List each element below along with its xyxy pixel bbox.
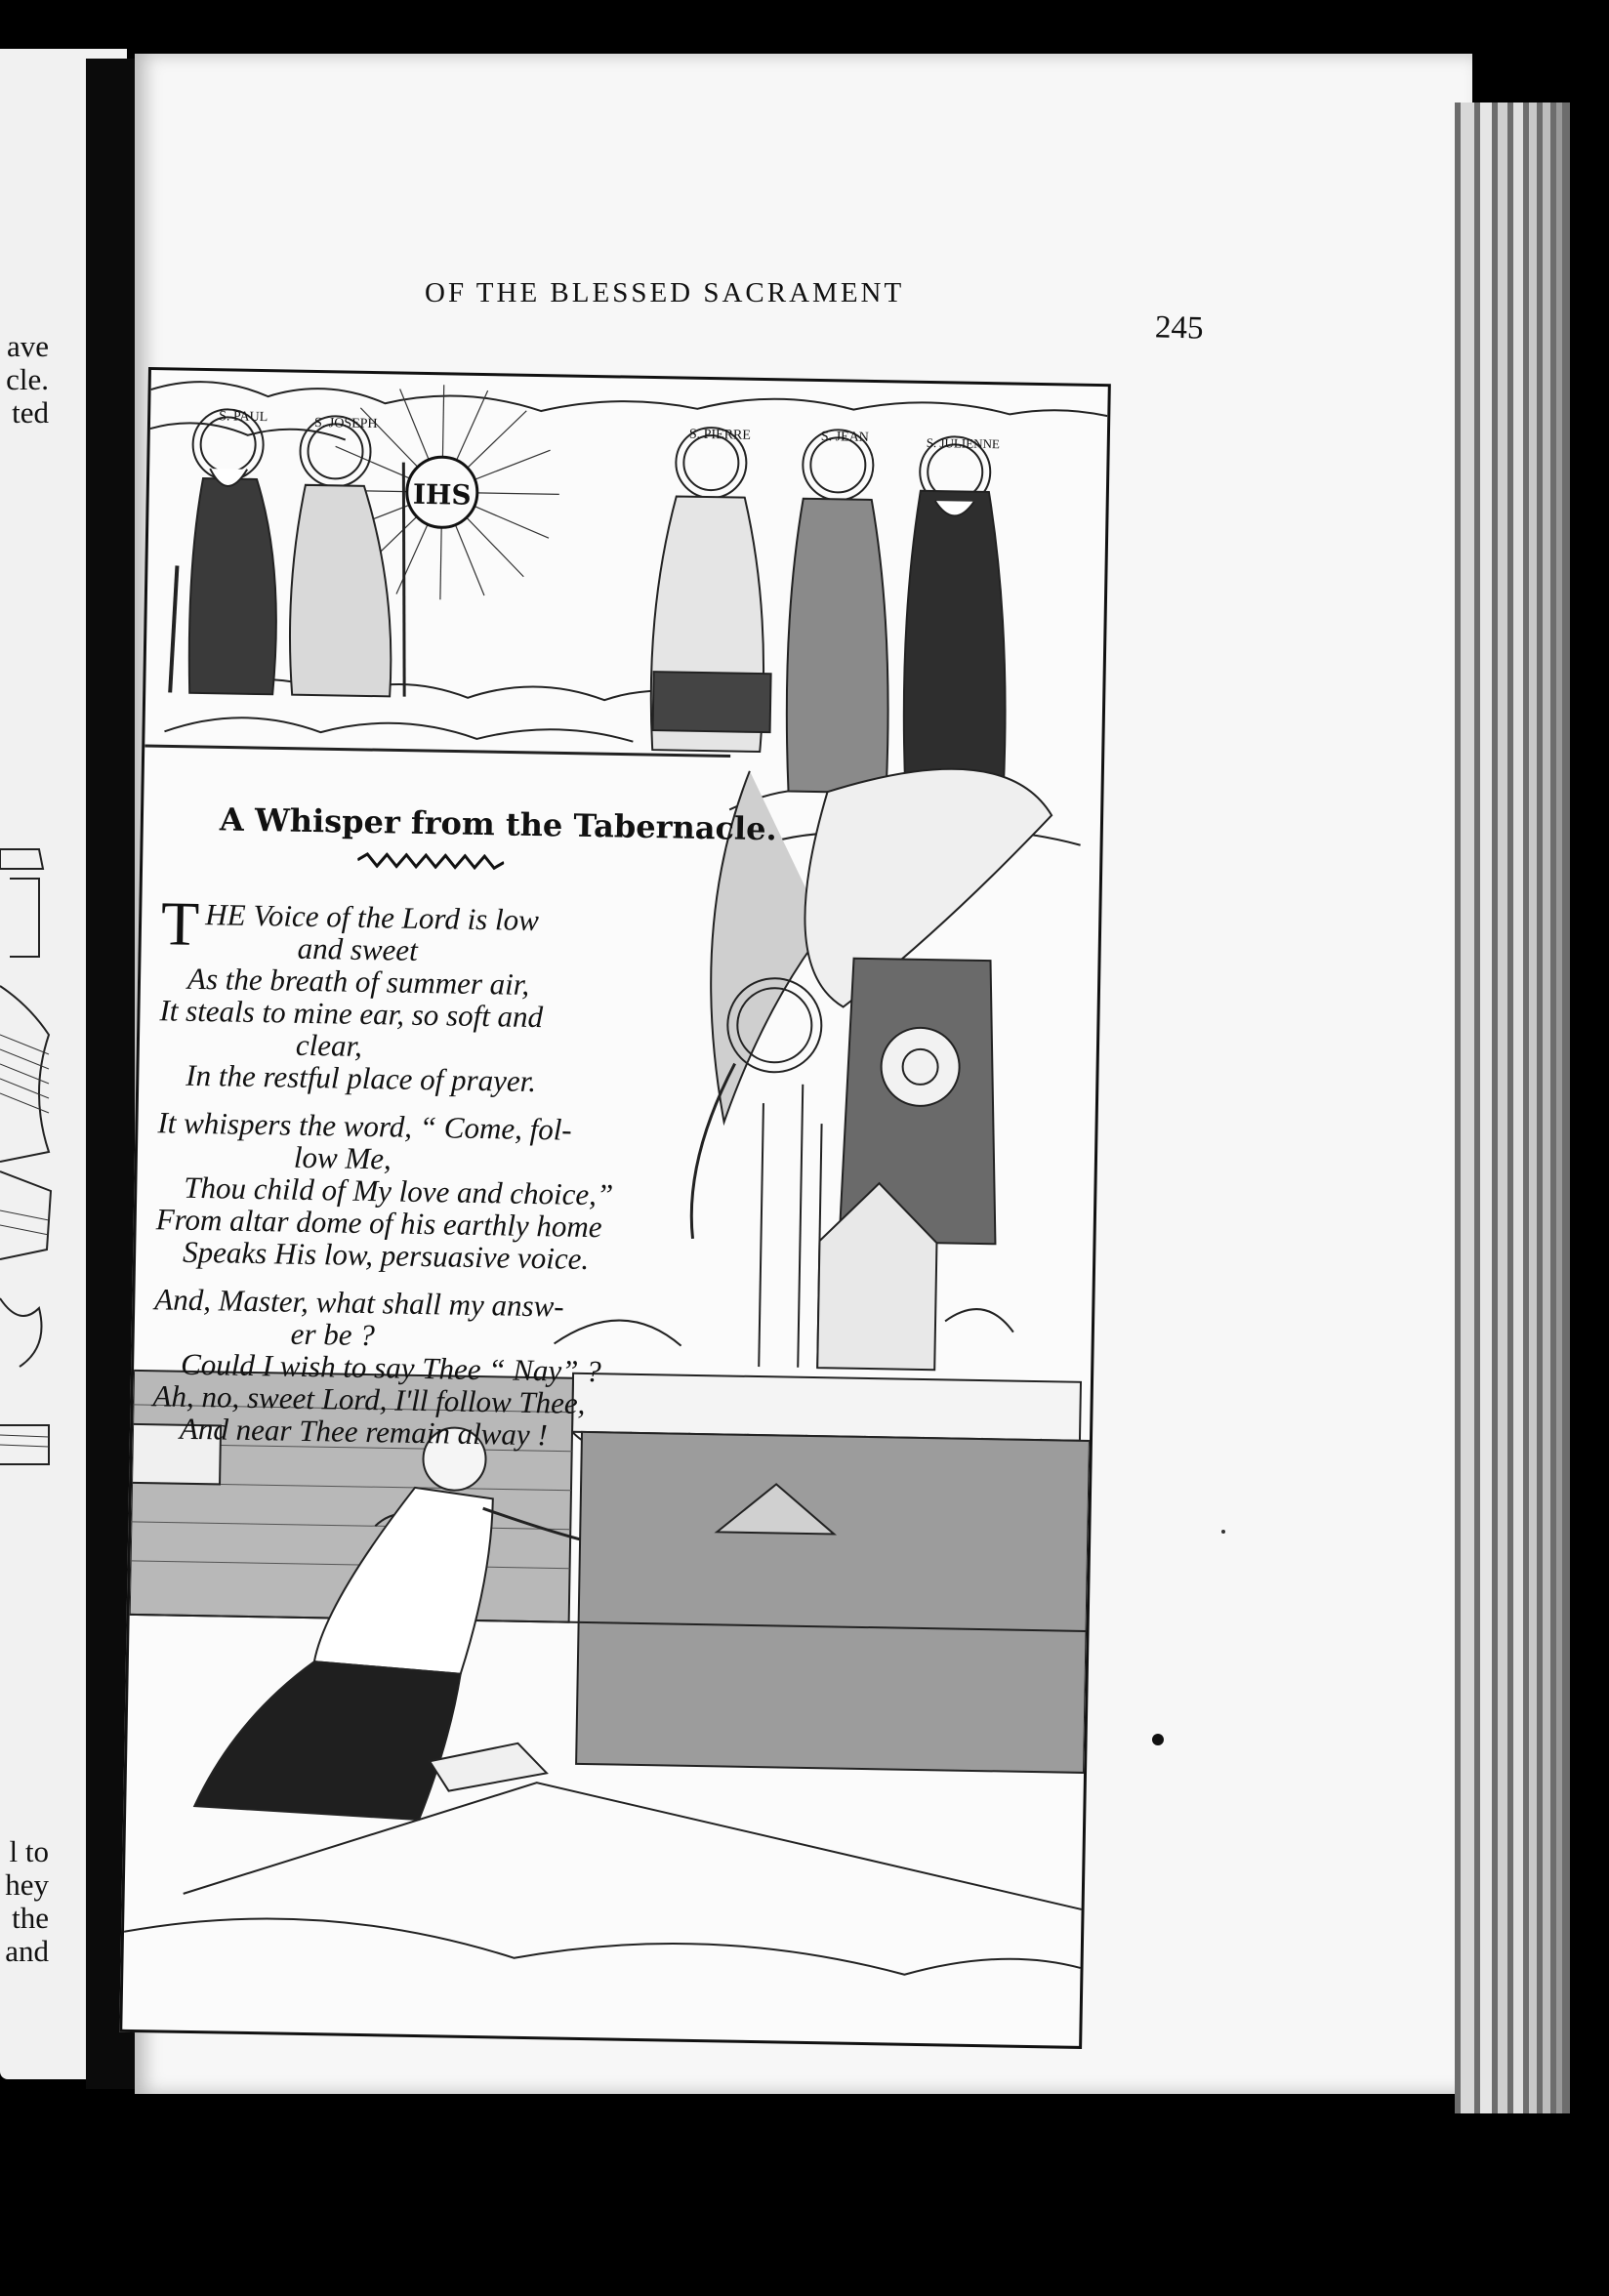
poem-body — [151, 888, 708, 1469]
poem-stanza-3 — [152, 1283, 702, 1454]
saint-julienne — [902, 436, 1011, 796]
left-fragment: and — [5, 1934, 49, 1968]
page-number: 245 — [1154, 309, 1204, 347]
poem-line: Speaks His low, persuasive voice. — [182, 1234, 590, 1277]
ihs-monogram: IHS — [412, 477, 472, 512]
poem-line: As the breath of summer air, — [186, 961, 530, 1002]
halo-label: S. PIERRE — [688, 427, 752, 443]
left-fragment: cle. — [6, 362, 49, 396]
poem-line: It steals to mine ear, so soft and — [159, 993, 544, 1035]
saint-paul — [170, 408, 280, 694]
left-page-text-bottom — [0, 1835, 49, 1968]
poem-line: In the restful place of prayer. — [186, 1057, 537, 1099]
poem-line: Thou child of My love and choice,” — [184, 1169, 614, 1212]
poem-stanza-2 — [155, 1106, 705, 1277]
left-page-text-top — [0, 330, 49, 430]
poem-line: Could I wish to say Thee “ Nay” ? — [180, 1346, 602, 1389]
poem-line: And near Thee remain alway ! — [179, 1411, 549, 1453]
margin-dot — [1152, 1734, 1164, 1745]
drop-cap: T — [160, 888, 200, 959]
left-fragment: l to — [9, 1834, 49, 1868]
halo-label: S. PAUL — [218, 409, 268, 426]
saint-jean — [785, 430, 893, 794]
engraving-plate — [119, 367, 1111, 2049]
poem-line: And, Master, what shall my answ- — [154, 1282, 564, 1324]
poem-line: clear, — [295, 1027, 363, 1063]
running-head: OF THE BLESSED SACRAMENT — [425, 277, 905, 308]
poem-line: er be ? — [290, 1316, 376, 1353]
page-edges — [1455, 102, 1570, 2113]
poem-line: It whispers the word, “ Come, fol- — [157, 1105, 573, 1147]
poem-line: and sweet — [297, 930, 419, 967]
halo-label: S. JOSEPH — [313, 415, 378, 432]
saint-joseph — [289, 416, 409, 697]
saints-group — [169, 408, 1011, 795]
poem-line: low Me, — [293, 1139, 392, 1176]
left-fragment: the — [12, 1901, 49, 1935]
halo-label: S. JEAN — [820, 430, 869, 445]
poem-title: A Whisper from the Tabernacle. — [219, 800, 777, 848]
poem-stanza-1 — [158, 888, 708, 1100]
left-fragment: ted — [12, 395, 49, 430]
left-page-illustration — [0, 840, 55, 1523]
margin-speck — [1221, 1530, 1225, 1534]
left-fragment: hey — [5, 1867, 49, 1902]
saint-pierre — [650, 427, 775, 752]
left-fragment: ave — [6, 329, 49, 363]
poem-line: From altar dome of his earthly home — [155, 1202, 602, 1245]
poem-line: HE Voice of the Lord is low — [205, 897, 540, 938]
halo-label: S. JULIENNE — [926, 434, 1000, 452]
poem-line: Ah, no, sweet Lord, I'll follow Thee, — [152, 1378, 586, 1420]
title-ornament — [357, 852, 504, 871]
